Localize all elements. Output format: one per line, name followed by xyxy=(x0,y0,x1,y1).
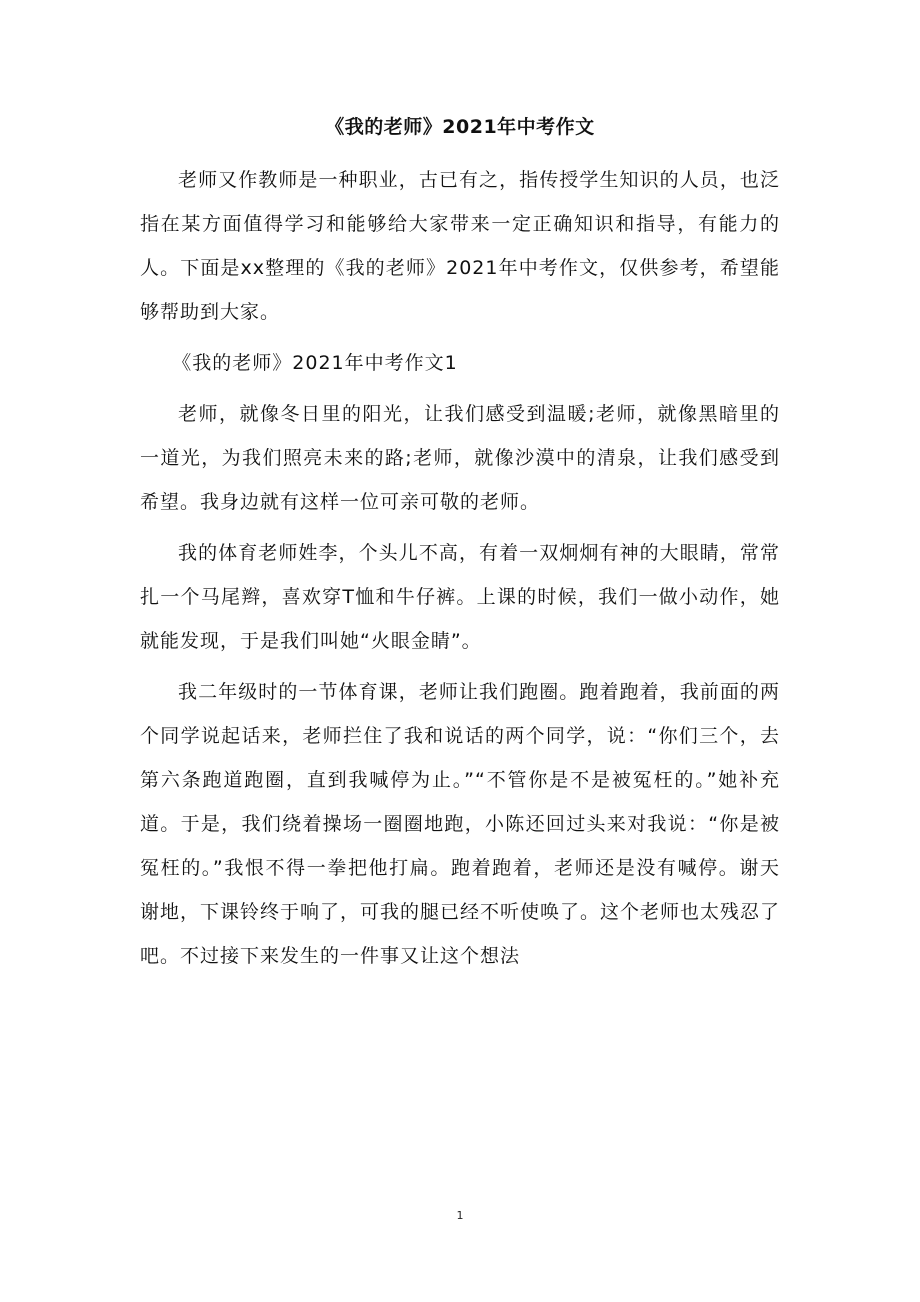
page-number: 1 xyxy=(456,1209,464,1222)
essay-subheading: 《我的老师》2021年中考作文1 xyxy=(172,352,458,374)
document-body xyxy=(140,158,780,985)
body-paragraph: 老师，就像冬日里的阳光，让我们感受到温暖;老师，就像黑暗里的一道光，为我们照亮未来的路;老师，就像沙漠中的清泉，让我们感受到希望。我身边就有这样一位可亲可敬的老师。 xyxy=(140,403,780,513)
body-paragraph: 我的体育老师姓李，个头儿不高，有着一双炯炯有神的大眼睛，常常扎一个马尾辫，喜欢穿T恤和牛仔裤。上课的时候，我们一做小动作，她就能发现，于是我们叫她“火眼金睛”。 xyxy=(140,542,780,652)
document-title: 《我的老师》2021年中考作文 xyxy=(325,116,595,138)
intro-paragraph: 老师又作教师是一种职业，古已有之，指传授学生知识的人员，也泛指在某方面值得学习和能够给大家带来一定正确知识和指导，有能力的人。下面是xx整理的《我的老师》2021年中考作文，仅供参考，希望能够帮助到大家。 xyxy=(140,169,780,323)
body-paragraph: 我二年级时的一节体育课，老师让我们跑圈。跑着跑着，我前面的两个同学说起话来，老师拦住了我和说话的两个同学，说：“你们三个，去第六条跑道跑圈，直到我喊停为止。”“不管你是不是被冤枉的。”她补充道。于是，我们绕着操场一圈圈地跑，小陈还回过头来对我说：“你是被冤枉的。”我恨不得一拳把他打扁。跑着跑着，老师还是没有喊停。谢天谢地，下课铃终于响了，可我的腿已经不听使唤了。这个老师也太残忍了吧。不过接下来发生的一件事又让这个想法 xyxy=(140,681,781,967)
